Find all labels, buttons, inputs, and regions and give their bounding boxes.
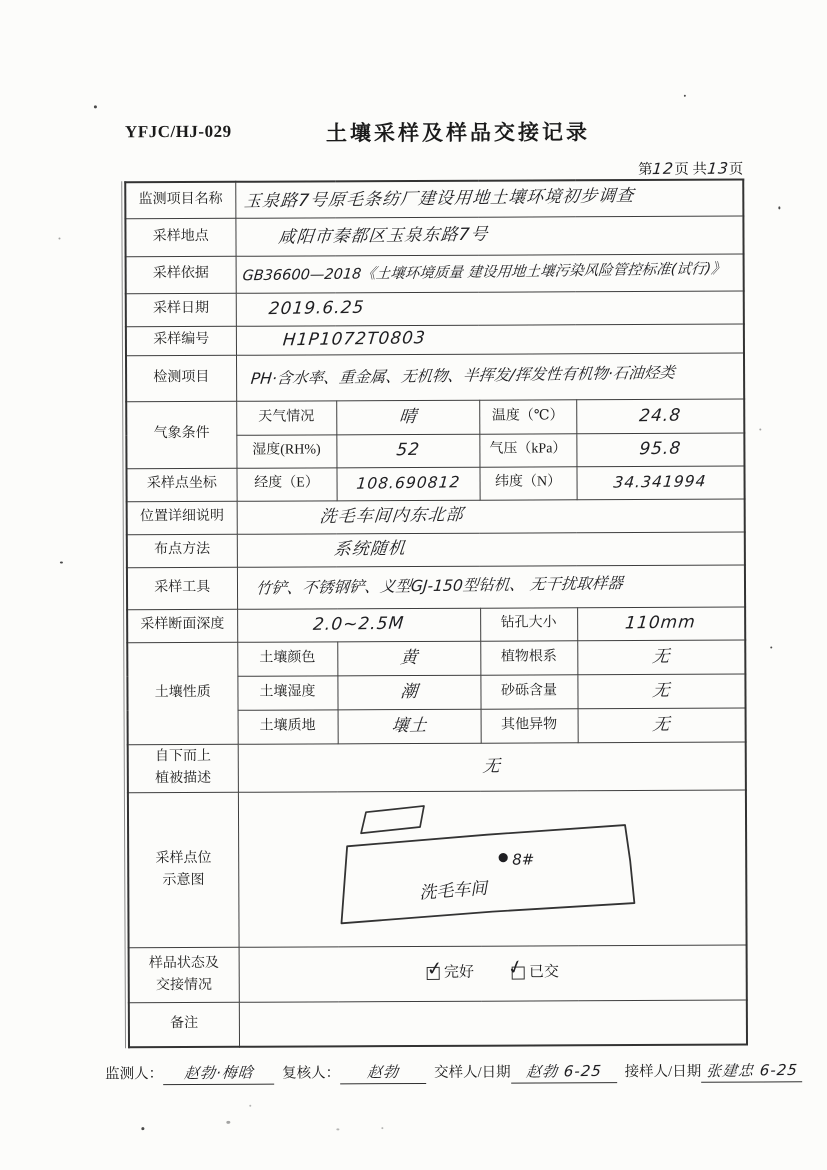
handwriting-test-items: PH·含水率、重金属、无机物、半挥发/挥发性有机物·石油烃类	[249, 364, 676, 389]
handwriting-soil-texture: 壤土	[390, 715, 429, 737]
monitor-signature-group	[105, 1062, 274, 1086]
value-plant-roots	[577, 640, 745, 675]
label-longitude: 经度（E）	[236, 467, 336, 500]
receiver-signature	[701, 1059, 802, 1082]
deliverer-signature	[511, 1060, 617, 1083]
label-layout-method: 布点方法	[127, 534, 237, 567]
value-soil-color	[337, 641, 480, 676]
label-sketch-line1: 采样点位	[155, 850, 212, 866]
label-vegetation	[128, 744, 238, 792]
row-remarks	[129, 1000, 747, 1048]
label-soil-moisture: 土壤湿度	[237, 675, 337, 709]
label-test-items: 检测项目	[126, 355, 236, 401]
page-title: 土壤采样及样品交接记录	[325, 120, 591, 146]
value-depth	[237, 608, 480, 642]
label-gravel-content: 砂砾含量	[480, 674, 577, 708]
label-plant-roots: 植物根系	[480, 640, 577, 674]
form-code: YFJC/HJ-029	[124, 121, 232, 142]
handwriting-longitude: 108.690812	[355, 473, 461, 493]
label-location-detail: 位置详细说明	[127, 501, 237, 534]
handwriting-deliverer: 赵勃 6-25	[524, 1061, 603, 1081]
value-pressure	[576, 433, 744, 467]
label-vegetation-line1: 自下而上	[154, 749, 212, 765]
value-temperature	[576, 399, 744, 434]
label-vegetation-line2: 植被描述	[155, 770, 212, 787]
value-location-detail	[237, 499, 745, 534]
row-location	[125, 216, 743, 257]
receiver-label: 接样人/日期	[624, 1063, 702, 1081]
label-other-matter: 其他异物	[481, 708, 578, 742]
row-depth	[127, 607, 745, 643]
page-total: 13	[706, 159, 730, 178]
label-soil-color: 土壤颜色	[237, 641, 337, 675]
handwriting-humidity: 52	[395, 440, 421, 461]
handwriting-receiver: 张建忠 6-25	[704, 1060, 799, 1081]
page-indicator	[578, 158, 743, 180]
deliverer-label: 交样人/日期	[434, 1064, 511, 1081]
sketch-point-label: 8#	[511, 849, 535, 869]
label-pressure: 气压（kPa）	[479, 433, 576, 466]
sampling-point-dot	[498, 852, 507, 861]
handwriting-latitude: 34.341994	[613, 472, 708, 492]
row-layout-method	[127, 532, 745, 568]
handwriting-temperature: 24.8	[638, 405, 682, 427]
page-middle: 页 共	[674, 161, 707, 178]
value-layout-method	[237, 532, 745, 567]
handwriting-pressure: 95.8	[638, 439, 683, 460]
handwriting-soil-moisture: 潮	[399, 681, 419, 703]
row-project	[125, 180, 743, 219]
handwriting-location-detail: 洗毛车间内东北部	[318, 505, 465, 528]
value-tools	[237, 565, 745, 609]
monitor-signature	[163, 1062, 274, 1085]
label-coords: 采样点坐标	[126, 468, 236, 501]
label-remarks: 备注	[129, 1002, 239, 1047]
row-soil-1	[127, 640, 745, 677]
sampling-point-sketch	[327, 800, 658, 939]
handwriting-location: 咸阳市秦都区玉泉东路7号	[276, 224, 489, 248]
value-date	[236, 291, 744, 326]
handwriting-gravel-content: 无	[651, 680, 672, 701]
value-hole-size	[577, 607, 745, 641]
value-soil-moisture	[337, 675, 480, 710]
row-vegetation	[128, 742, 746, 793]
label-date: 采样日期	[126, 293, 236, 326]
sketch-flag-shape	[361, 805, 424, 832]
handwriting-weather-condition: 晴	[397, 406, 418, 428]
receiver-signature-group	[625, 1059, 803, 1083]
handwriting-other-matter: 无	[651, 714, 672, 735]
value-other-matter	[578, 708, 746, 743]
handwriting-plant-roots: 无	[651, 646, 671, 667]
checkbox-intact-label: 完好	[443, 964, 474, 981]
label-weather: 气象条件	[126, 401, 236, 468]
check-icon: ✓	[505, 954, 527, 981]
handwriting-reviewer: 赵勃	[366, 1062, 400, 1082]
label-temperature: 温度（℃）	[479, 399, 576, 433]
label-depth: 采样断面深度	[127, 609, 237, 642]
handwriting-soil-color: 黄	[398, 647, 419, 669]
label-sample-status	[129, 947, 239, 1002]
scan-specks	[0, 0, 824, 2]
handwriting-hole-size: 110mm	[624, 612, 698, 634]
handwriting-monitor: 赵勃·梅晗	[182, 1063, 255, 1083]
reviewer-signature	[340, 1061, 426, 1084]
value-remarks	[239, 1000, 747, 1047]
checkbox-intact	[425, 956, 444, 981]
row-sample-no	[126, 324, 744, 356]
label-project: 监测项目名称	[125, 182, 235, 218]
handwriting-depth: 2.0~2.5M	[312, 613, 406, 636]
row-coords	[126, 466, 744, 502]
label-hole-size: 钻孔大小	[480, 607, 577, 640]
checkbox-handed-over	[505, 954, 527, 981]
value-basis	[236, 254, 744, 293]
row-tools	[127, 565, 745, 610]
label-basis: 采样依据	[126, 256, 236, 293]
label-tools: 采样工具	[127, 567, 237, 609]
value-sample-status	[239, 945, 747, 1002]
label-soil: 土壤性质	[127, 642, 237, 744]
handwriting-project: 玉泉路7号原毛条纺厂建设用地土壤环境初步调查	[242, 186, 635, 212]
row-sketch	[128, 790, 747, 948]
handwriting-basis: GB36600—2018《土壤环境质量 建设用地土壤污染风险管控标准(试行)》	[241, 261, 726, 285]
value-test-items	[236, 353, 744, 401]
value-weather-condition	[336, 400, 479, 435]
handwriting-date: 2019.6.25	[267, 298, 365, 320]
value-project	[235, 180, 743, 218]
value-location	[235, 216, 743, 256]
value-humidity	[336, 434, 479, 468]
sketch-area-label: 洗毛车间	[418, 878, 488, 904]
monitor-label: 监测人：	[105, 1066, 164, 1083]
handwriting-layout-method: 系统随机	[332, 539, 407, 561]
value-longitude	[336, 467, 479, 501]
reviewer-label: 复核人：	[282, 1065, 341, 1082]
label-sample-no: 采样编号	[126, 326, 236, 355]
page-suffix: 页	[728, 161, 744, 178]
page-number: 12	[651, 159, 676, 179]
page-prefix: 第	[638, 161, 653, 179]
value-sketch	[238, 790, 747, 947]
row-location-detail	[127, 499, 745, 535]
label-sketch-line2: 示意图	[162, 872, 205, 888]
reviewer-signature-group	[282, 1061, 426, 1085]
value-soil-texture	[338, 709, 481, 744]
label-sketch	[128, 792, 239, 947]
label-sample-status-line1: 样品状态及	[148, 955, 219, 971]
value-gravel-content	[577, 674, 745, 709]
handwriting-vegetation: 无	[481, 756, 502, 777]
sketch-building-outline	[341, 825, 634, 923]
label-sample-status-line2: 交接情况	[155, 977, 213, 993]
label-weather-condition: 天气情况	[236, 400, 336, 434]
row-sample-status	[129, 945, 747, 1003]
value-sample-no	[236, 324, 744, 355]
check-icon: ✓	[425, 956, 444, 981]
handwriting-sample-no: H1P1072T0803	[281, 328, 427, 351]
row-basis	[126, 254, 744, 294]
row-weather-1	[126, 399, 744, 436]
signature-row	[105, 1059, 799, 1085]
label-latitude: 纬度（N）	[479, 466, 576, 499]
label-humidity: 湿度(RH%)	[236, 434, 336, 467]
value-vegetation	[238, 742, 746, 792]
checkbox-handed-over-label: 已交	[528, 964, 559, 981]
label-soil-texture: 土壤质地	[238, 709, 338, 743]
value-latitude	[576, 466, 744, 500]
handwriting-tools: 竹铲、不锈钢铲、义型GJ-150型钻机、 无干扰取样器	[254, 574, 624, 599]
row-date	[126, 291, 744, 327]
deliverer-signature-group	[434, 1060, 617, 1084]
record-table-wrap	[121, 179, 748, 1049]
row-test-items	[126, 353, 744, 402]
label-location: 采样地点	[125, 218, 235, 256]
record-table	[124, 179, 748, 1049]
